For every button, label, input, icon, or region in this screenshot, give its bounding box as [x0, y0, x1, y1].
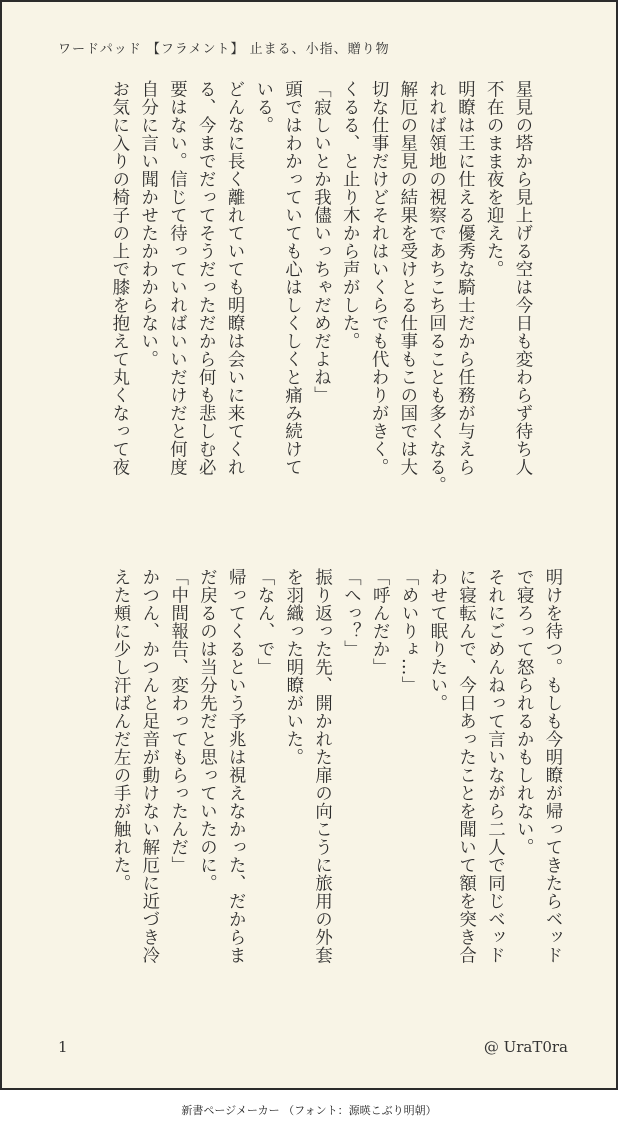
lower-text-block: [58, 568, 566, 964]
text-line: どんなに長く離れていても明瞭は会いに来てくれ: [224, 80, 245, 476]
text-line: 解厄の星見の結果を受けとる仕事もこの国では大: [396, 80, 417, 476]
text-line: 振り返った先、開かれた扉の向こうに旅用の外套: [311, 568, 332, 964]
text-line: お気に入りの椅子の上で膝を抱えて丸くなって夜: [108, 80, 129, 476]
text-line: 「寂しいとか我儘いっちゃだめだよね」: [310, 80, 331, 404]
upper-text-block: [58, 80, 536, 528]
text-line: 頭ではわかっていても心はしくしくと痛み続けて: [281, 80, 302, 476]
text-line: 明けを待つ。もしも今明瞭が帰ってきたらベッド: [542, 568, 562, 964]
page-number: 1: [58, 1038, 68, 1056]
text-line: 「中間報告、変わってもらったんだ」: [167, 568, 188, 874]
text-line: くるる、と止り木から声がした。: [339, 80, 360, 350]
text-line: かつん、かつんと足音が動けない解厄に近づき冷: [138, 568, 159, 964]
text-line: 要はない。信じて待っていればいいだけだと何度: [166, 80, 187, 476]
text-line: いる。: [252, 80, 273, 134]
text-line: わせて眠りたい。: [426, 568, 447, 712]
text-line: だ戻るのは当分先だと思っていたのに。: [196, 568, 217, 892]
text-line: 「呼んだか」: [369, 568, 390, 676]
text-line: 切な仕事だけどそれはいくらでも代わりがきく。: [368, 80, 389, 476]
text-line: に寝転んで、今日あったことを聞いて額を突き合: [455, 568, 476, 964]
text-line: る、今までだってそうだっただから何も悲しむ必: [195, 80, 216, 476]
text-line: 明瞭は王に仕える優秀な騎士だから任務が与えら: [454, 80, 475, 476]
text-line: 自分に言い聞かせたかわからない。: [137, 80, 158, 368]
text-line: 「へっ？」: [340, 568, 361, 658]
footer-credit: 新書ページメーカー （フォント：源暎こぶり明朝）: [181, 1104, 437, 1117]
text-line: を羽織った明瞭がいた。: [282, 568, 303, 766]
text-line: れれば領地の視察であちこち回ることも多くなる。: [425, 80, 446, 494]
text-line: 星見の塔から見上げる空は今日も変わらず待ち人: [512, 80, 532, 476]
author-handle: @ UraT0ra: [483, 1038, 568, 1056]
text-line: 「なん、で」: [254, 568, 275, 676]
text-line: えた頬に少し汗ばんだ左の手が触れた。: [110, 568, 131, 892]
text-line: それにごめんねって言いながら二人で同じベッド: [484, 568, 505, 964]
text-line: 不在のまま夜を迎えた。: [483, 80, 504, 278]
text-line: で寝ろって怒られるかもしれない。: [513, 568, 534, 856]
text-line: 帰ってくるという予兆は視えなかった、だからま: [225, 568, 246, 964]
text-line: 「めいりょ…」: [398, 568, 419, 694]
page-header-title: ワードパッド 【フラメント】 止まる、小指、贈り物: [58, 42, 390, 57]
